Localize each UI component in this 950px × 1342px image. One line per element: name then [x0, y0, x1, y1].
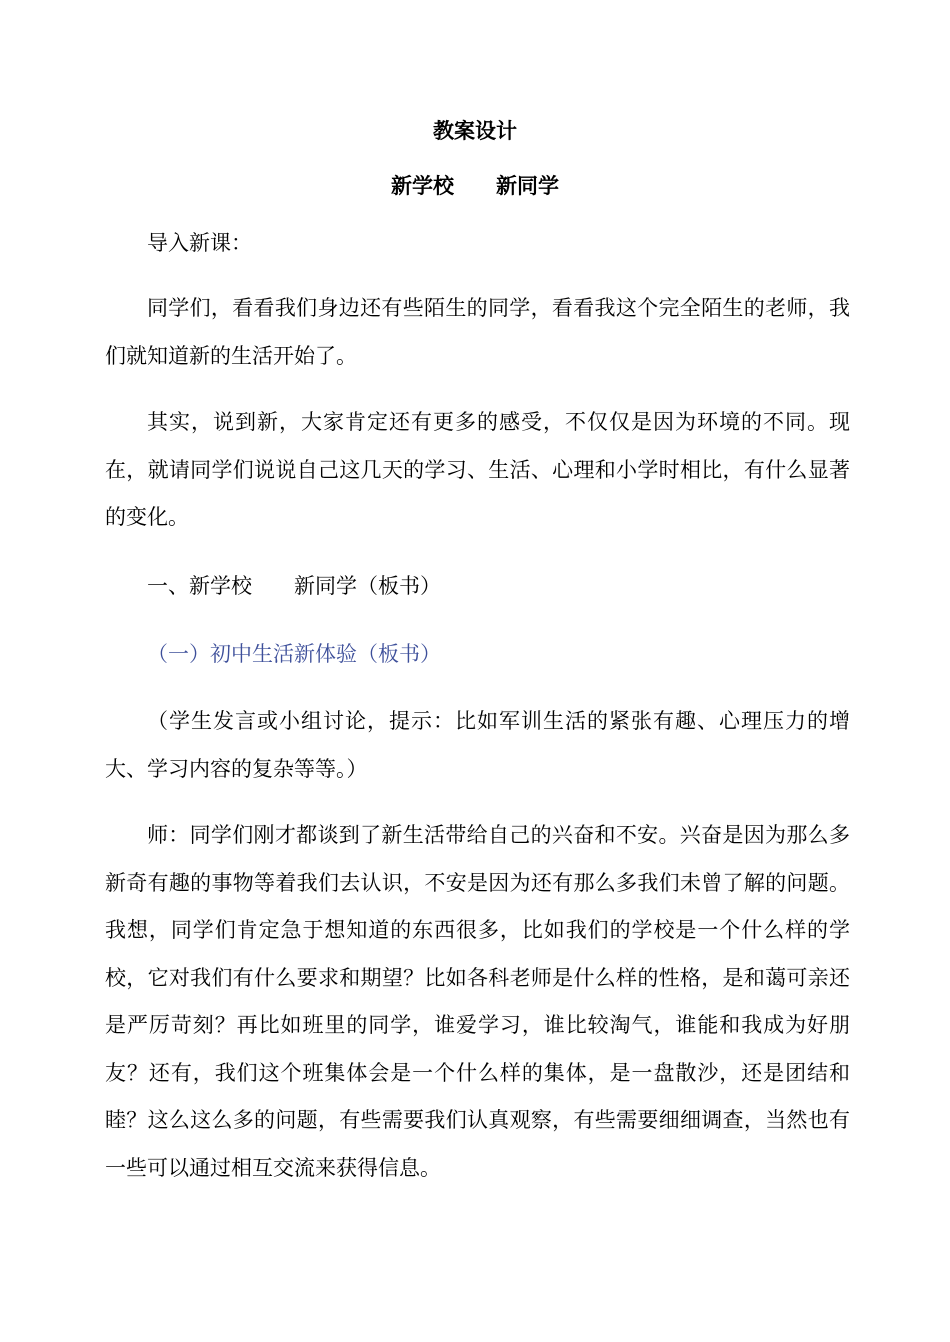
paragraph-3: （学生发言或小组讨论，提示：比如军训生活的紧张有趣、心理压力的增大、学习内容的复杂等等。） [105, 709, 850, 781]
subsection-heading: （一）初中生活新体验（板书） [147, 642, 441, 666]
paragraph-1: 同学们，看看我们身边还有些陌生的同学，看看我这个完全陌生的老师，我们就知道新的生活开始了。 [105, 296, 850, 368]
paragraph-4: 师：同学们刚才都谈到了新生活带给自己的兴奋和不安。兴奋是因为那么多新奇有趣的事物等着我们去认识，不安是因为还有那么多我们未曾了解的问题。我想，同学们肯定急于想知道的东西很多，比如我们的学校是一个什么样的学校，它对我们有什么要求和期望？比如各科老师是什么样的性格，是和蔼可亲还是严厉苛刻？再比如班里的同学，谁爱学习，谁比较淘气，谁能和我成为好朋友？还有，我们这个班集体会是一个什么样的集体，是一盘散沙，还是团结和睦？这么这么多的问题，有些需要我们认真观察，有些需要细细调查，当然也有一些可以通过相互交流来获得信息。 [105, 823, 850, 1180]
page-title: 教案设计 [433, 118, 517, 143]
lesson-subtitle: 新学校 新同学 [391, 173, 559, 198]
section-heading: 一、新学校 新同学（板书） [147, 574, 441, 598]
intro-label: 导入新课： [147, 231, 252, 255]
paragraph-2: 其实，说到新，大家肯定还有更多的感受，不仅仅是因为环境的不同。现在，就请同学们说说自己这几天的学习、生活、心理和小学时相比，有什么显著的变化。 [105, 410, 850, 529]
